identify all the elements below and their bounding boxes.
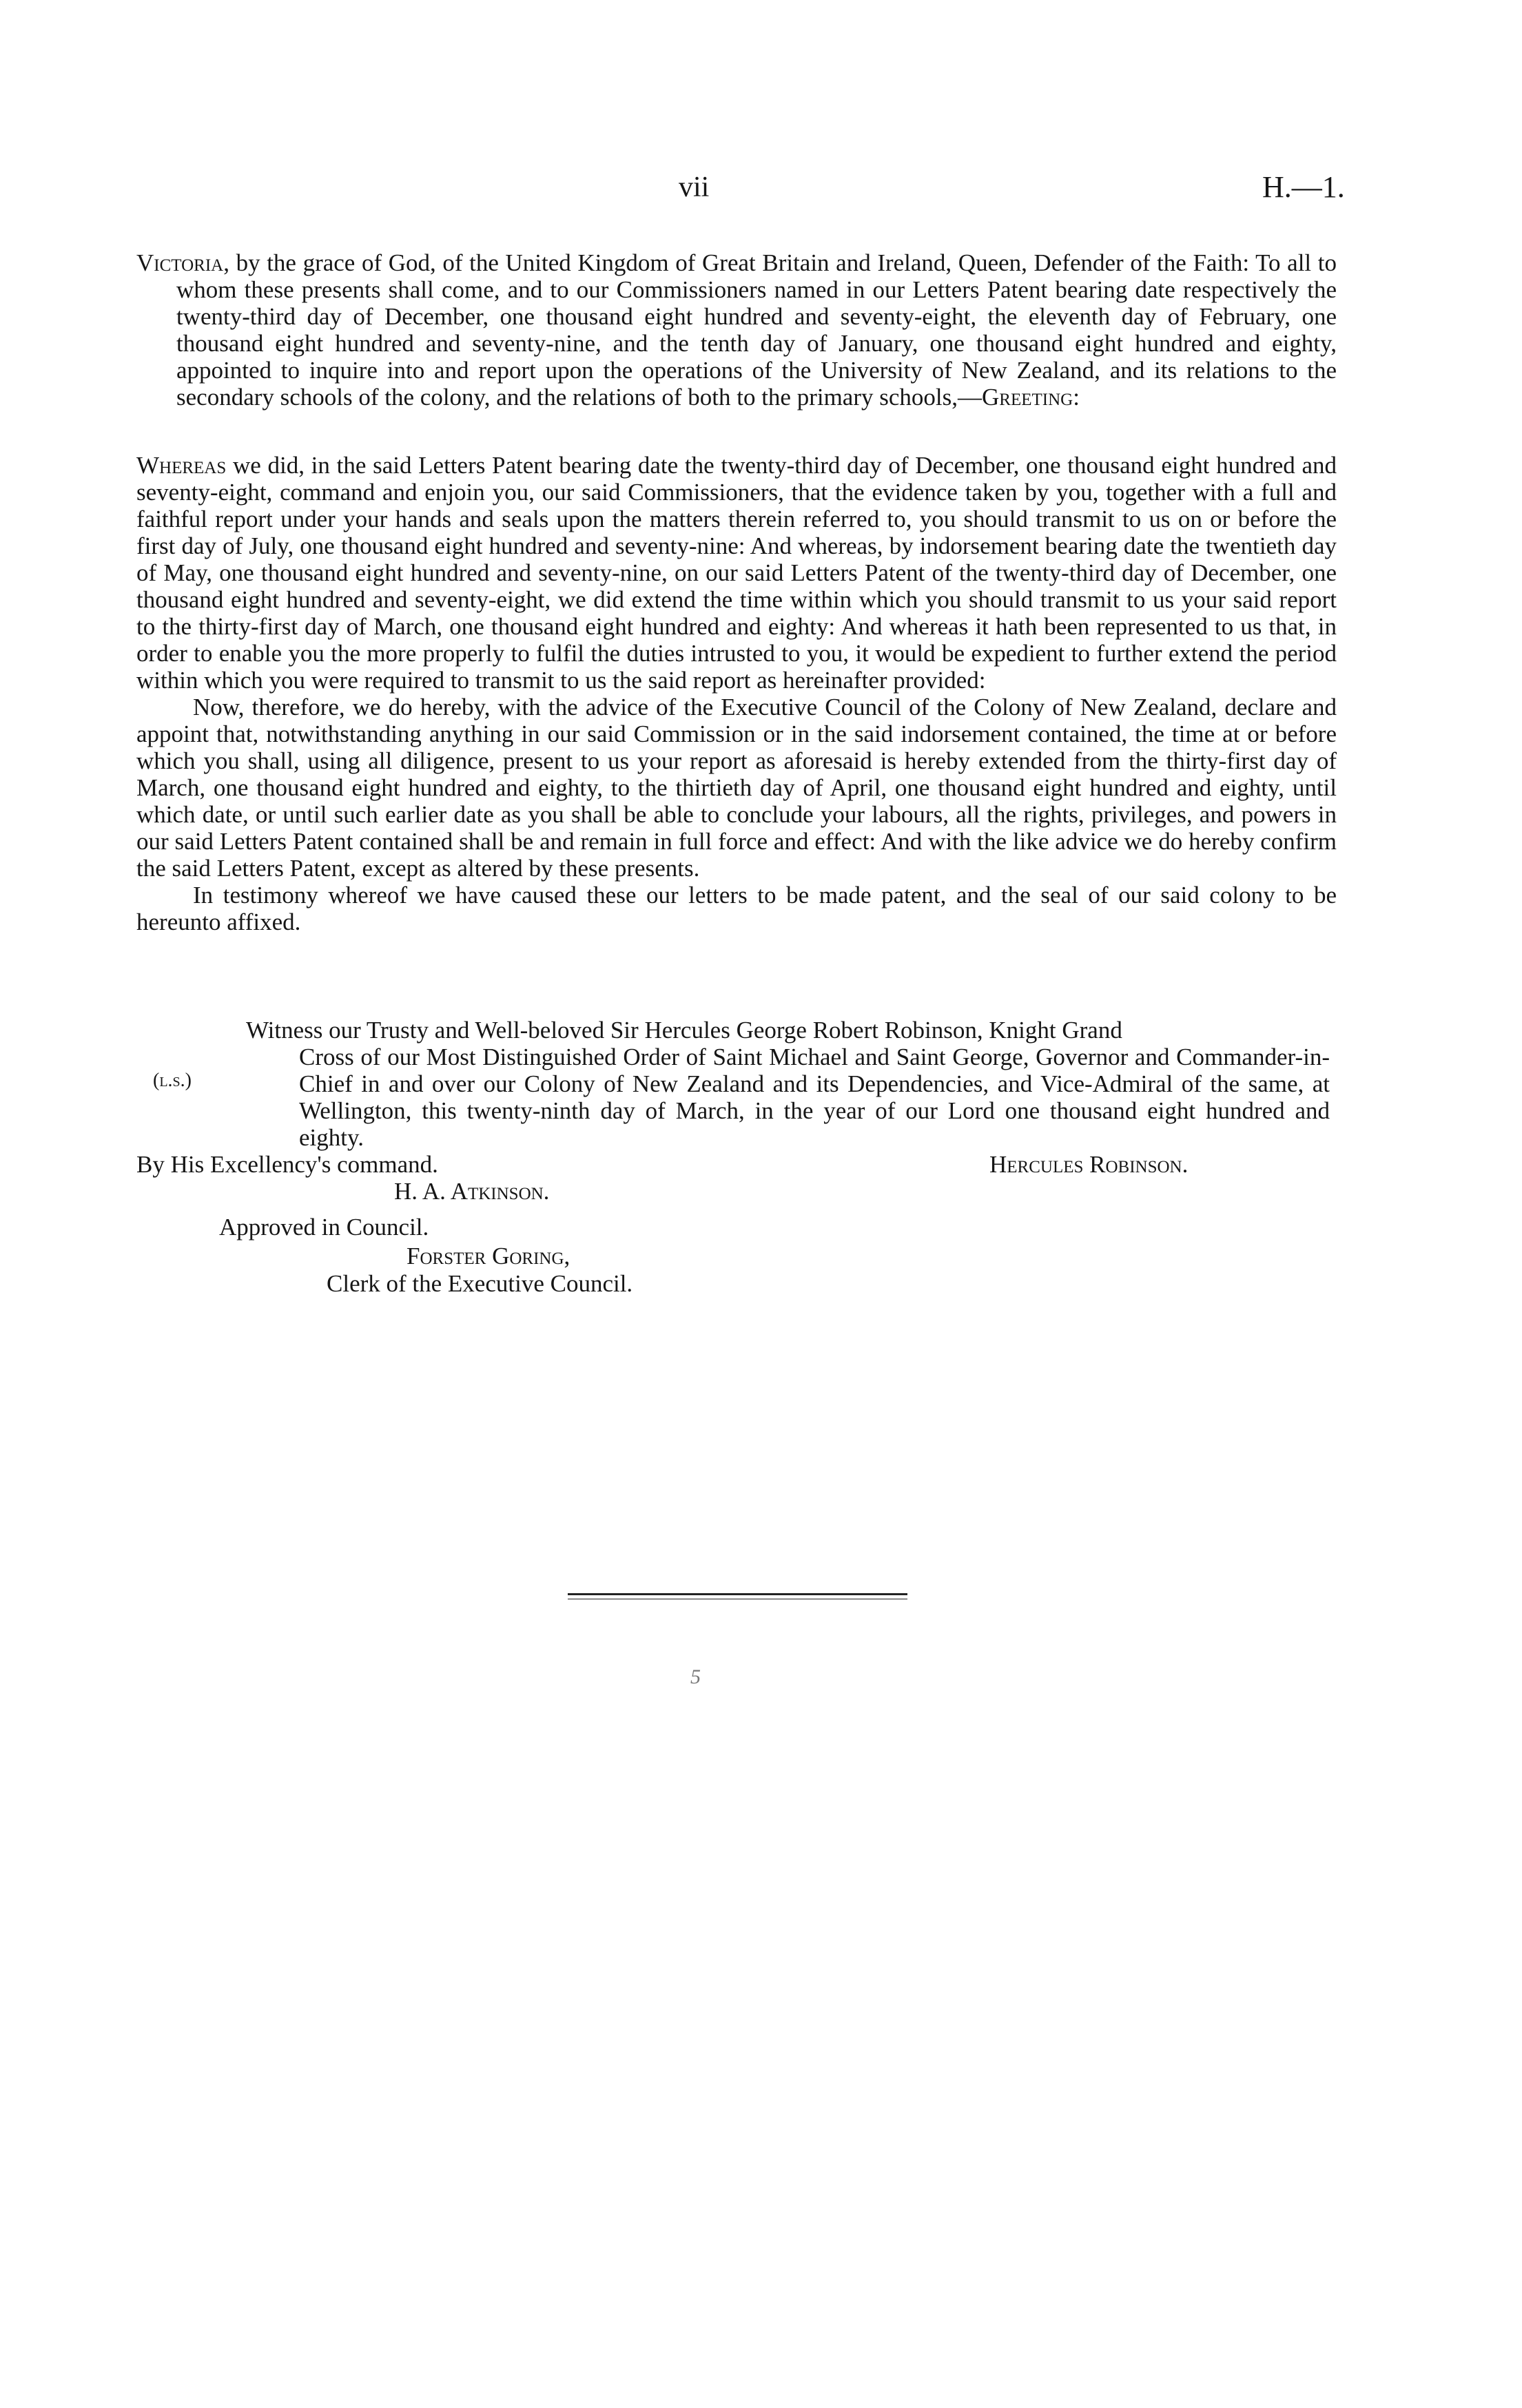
clerk-name: Forster Goring,	[407, 1243, 570, 1269]
document-reference: H.—1.	[1262, 170, 1345, 204]
preamble-text: by the grace of God, of the United Kingdom of Great Britain and Ireland, Queen, Defender of the Faith: To all to whom these presents shall come, and to our Commissioners named in our Letters Patent bearing date respectively the twenty-third day of December, one thousand eight hundred and seventy-eight, the eleventh day of February, one thousand eight hundred and seventy-nine, and the tenth day of January, one thousand eight hundred and eighty, appointed to inquire into and report upon the operations of the University of New Zealand, and its relations to the secondary schools of the colony, and the relations of both to the primary schools,—	[176, 249, 1337, 411]
witness-first-line: Witness our Trusty and Well-beloved Sir Hercules George Robert Robinson, Knight Grand	[246, 1017, 1122, 1044]
minister-signature: H. A. Atkinson.	[394, 1178, 550, 1205]
preamble-lead: Victoria,	[136, 249, 229, 276]
command-line: By His Excellency's command.	[136, 1151, 438, 1178]
whereas-lead: Whereas	[136, 452, 227, 479]
whereas-text: we did, in the said Letters Patent bearing date the twenty-third day of December, one thousand eight hundred and seventy-eight, command and enjoin you, our said Commissioners, that the evidence taken by you, together with a full and faithful report under your hands and seals upon the matters therein referred to, you should transmit to us on or before the first day of July, one thousand eight hundred and seventy-nine: And whereas, by indorsement bearing date the twentieth day of May, one thousand eight hundred and seventy-nine, on our said Letters Patent of the twenty-third day of December, one thousand eight hundred and seventy-eight, we did extend the time within which you should transmit to us your said report to the thirty-first day of March, one thousand eight hundred and eighty: And whereas it hath been represented to us that, in order to enable you the more properly to fulfil the duties intrusted to you, it would be expedient to further extend the period within which you were required to transmit to us the said report as hereinafter provided:	[136, 452, 1337, 694]
witness-clause	[136, 1017, 1337, 1151]
witness-rest: Cross of our Most Distinguished Order of Saint Michael and Saint George, Governor and Commander-in-Chief in and over our Colony of New Zealand and its Dependencies, and Vice-Admiral of the same, at Wellington, this twenty-ninth day of March, in the year of our Lord one thousand eight hundred and eighty.	[299, 1044, 1330, 1151]
footer-mark: 5	[690, 1665, 701, 1688]
now-therefore-paragraph: Now, therefore, we do hereby, with the advice of the Executive Council of the Colony of New Zealand, declare and appoint that, notwithstanding anything in our said Commission or in the said indorsement contained, the time at or before which you shall, using all diligence, present to us your report as aforesaid is hereby extended from the thirty-first day of March, one thousand eight hundred and eighty, to the thirtieth day of April, one thousand eight hundred and eighty, until which date, or until such earlier date as you shall be able to conclude your labours, all the rights, privileges, and powers in our said Letters Patent contained shall be and remain in full force and effect: And with the like advice we do hereby confirm the said Letters Patent, except as altered by these presents.	[136, 694, 1337, 882]
preamble-paragraph	[136, 249, 1337, 411]
seal-mark: (l.s.)	[153, 1070, 192, 1091]
testimony-paragraph: In testimony whereof we have caused these our letters to be made patent, and the seal of our said colony to be hereunto affixed.	[136, 882, 1337, 935]
greeting: Greeting:	[982, 384, 1080, 411]
governor-signature: Hercules Robinson.	[989, 1151, 1189, 1178]
recital-paragraphs	[136, 452, 1337, 935]
approved-in-council: Approved in Council.	[219, 1214, 429, 1241]
closing-rule-top	[568, 1593, 907, 1595]
page-number: vii	[679, 172, 710, 203]
clerk-title: Clerk of the Executive Council.	[327, 1270, 633, 1297]
